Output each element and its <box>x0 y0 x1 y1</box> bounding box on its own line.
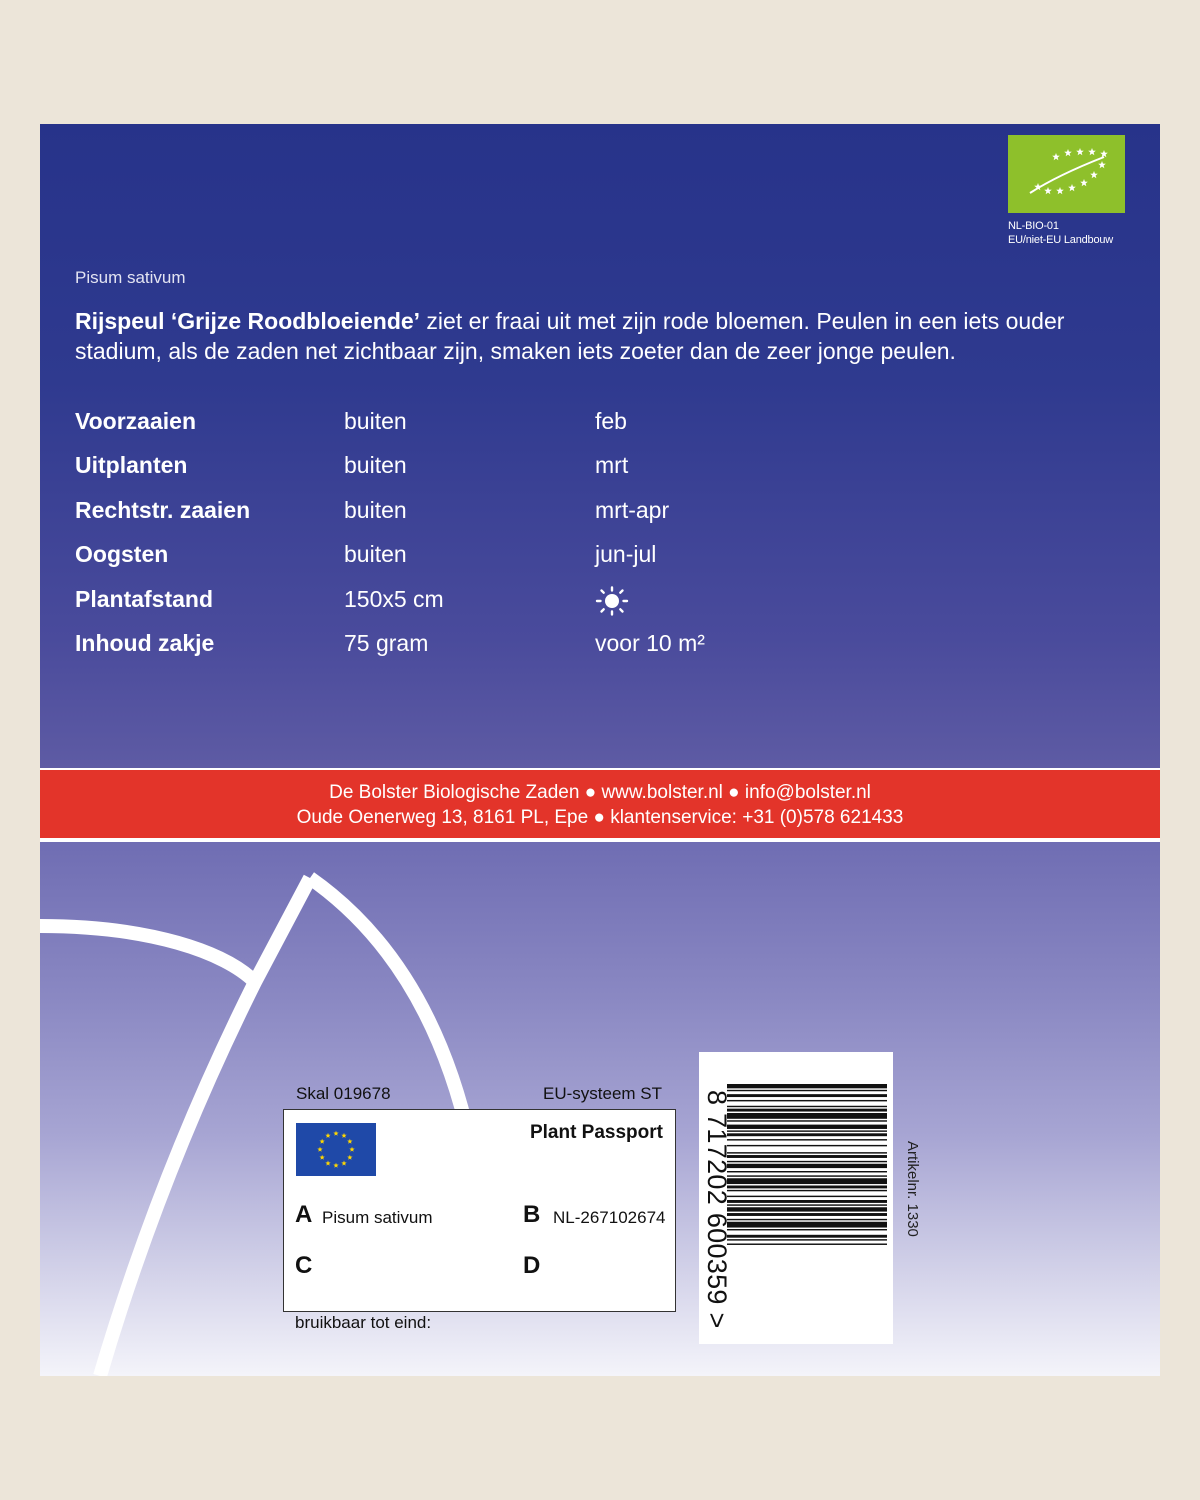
company-address-line: Oude Oenerweg 13, 8161 PL, Epe ● klantenservice: +31 (0)578 621433 <box>296 807 904 828</box>
barcode-bar <box>727 1106 887 1107</box>
leaf-star <box>1068 184 1076 191</box>
seed-packet-back <box>40 124 1160 1376</box>
field-a-value: Pisum sativum <box>322 1208 433 1227</box>
spec-period: mrt <box>595 452 629 479</box>
plant-passport-title: Plant Passport <box>529 1122 663 1143</box>
barcode-bar <box>727 1130 887 1131</box>
spec-label: Rechtstr. zaaien <box>75 496 251 523</box>
barcode-bar <box>727 1244 887 1245</box>
barcode-bar <box>727 1190 887 1191</box>
field-a-label: A <box>295 1201 313 1228</box>
barcode-bar <box>727 1164 887 1168</box>
article-number-text: Artikelnr. 1330 <box>904 1141 921 1237</box>
spec-value: buiten <box>344 408 407 434</box>
barcode-bar <box>727 1186 887 1189</box>
flag-star <box>319 1155 324 1160</box>
leaf-star <box>1044 187 1052 194</box>
leaf-star <box>1098 161 1106 168</box>
barcode-bar <box>727 1094 887 1097</box>
barcode-bar <box>727 1200 887 1203</box>
flag-star <box>333 1163 338 1168</box>
leaf-star <box>1080 179 1088 186</box>
field-b-label: B <box>523 1201 541 1228</box>
eu-organic-leaf-icon <box>1008 135 1125 213</box>
barcode-bar <box>727 1125 887 1129</box>
certification-origin-line: EU/niet-EU Landbouw <box>1008 234 1114 246</box>
spec-label: Uitplanten <box>75 452 188 479</box>
field-b-value: NL-267102674 <box>553 1208 666 1227</box>
field-d-label: D <box>523 1252 541 1279</box>
spec-label: Oogsten <box>75 541 169 568</box>
leaf-star <box>1052 153 1060 160</box>
usable-until-label: bruikbaar tot eind: <box>295 1313 432 1332</box>
barcode-bar <box>727 1120 887 1121</box>
company-band <box>40 770 1160 838</box>
barcode-bar <box>727 1133 887 1136</box>
latin-name: Pisum sativum <box>75 268 186 287</box>
spec-period: mrt-apr <box>595 496 670 523</box>
leaf-star <box>1088 148 1096 155</box>
flag-star <box>333 1131 338 1136</box>
spec-value: buiten <box>344 452 407 479</box>
barcode-bar <box>727 1084 887 1088</box>
flag-star <box>325 1161 330 1166</box>
eu-flag-icon <box>296 1123 376 1176</box>
barcode-bar <box>727 1139 887 1140</box>
leaf-star <box>1090 171 1098 178</box>
product-description <box>75 306 1145 366</box>
barcode-bar <box>727 1145 887 1146</box>
spec-value: buiten <box>344 541 407 568</box>
barcode-bar <box>727 1213 887 1216</box>
barcode-bar <box>727 1171 887 1172</box>
flag-star <box>341 1133 346 1138</box>
leaf-star <box>1076 148 1084 155</box>
barcode-bar <box>727 1222 887 1228</box>
spec-period: jun-jul <box>595 541 657 568</box>
spec-label: Inhoud zakje <box>75 629 215 656</box>
eu-system-label: EU-systeem ST <box>543 1084 663 1103</box>
leaf-star <box>1100 150 1108 157</box>
flag-star <box>325 1133 330 1138</box>
spec-period: feb <box>595 408 627 434</box>
organic-certification-code <box>1008 219 1113 247</box>
spec-value: buiten <box>344 496 407 523</box>
barcode-bar <box>727 1161 887 1162</box>
barcode-bar <box>727 1235 887 1238</box>
barcode-bar <box>727 1152 887 1153</box>
spec-label: Voorzaaien <box>75 408 196 434</box>
field-c-label: C <box>295 1252 313 1279</box>
barcode-bar <box>727 1178 887 1184</box>
flag-star <box>347 1155 352 1160</box>
flag-star <box>319 1139 324 1144</box>
flag-star <box>341 1161 346 1166</box>
skal-number: Skal 019678 <box>296 1084 391 1103</box>
top-panel <box>40 124 1160 768</box>
company-line: De Bolster Biologische Zaden ● www.bolster.nl ● info@bolster.nl <box>329 782 871 803</box>
flag-star <box>347 1139 352 1144</box>
barcode-bar <box>727 1113 887 1119</box>
barcode-bar <box>727 1239 887 1240</box>
description-text: ziet er fraai uit met zijn rode bloemen. Peulen in een iets ouder stadium, als de zaden net zichtbaar zijn, smaken iets zoeter dan de zeer jonge peulen. <box>75 308 1065 364</box>
leaf-star <box>1056 187 1064 194</box>
barcode-bar <box>727 1090 887 1091</box>
spec-label: Plantafstand <box>75 585 214 612</box>
flag-star <box>317 1147 322 1152</box>
barcode-bar <box>727 1100 887 1101</box>
product-name: Rijspeul ‘Grijze Roodbloeiende’ <box>75 308 421 334</box>
barcode-bar <box>727 1219 887 1220</box>
barcode-digits: 8 717202 600359 > <box>702 1090 732 1329</box>
spec-value: 75 gram <box>344 629 429 656</box>
barcode-bar <box>727 1229 887 1230</box>
leaf-star <box>1064 149 1072 156</box>
barcode-bar <box>727 1204 887 1205</box>
sun-icon <box>594 586 630 616</box>
barcode-bar <box>727 1109 887 1112</box>
barcode-bar <box>727 1207 887 1211</box>
certification-code-line: NL-BIO-01 <box>1008 220 1059 232</box>
spec-coverage: voor 10 m² <box>595 629 705 656</box>
barcode-bar <box>727 1175 887 1176</box>
barcode-bar <box>727 1155 887 1158</box>
barcode-bar <box>727 1196 887 1197</box>
flag-star <box>349 1147 354 1152</box>
plant-passport <box>283 1109 676 1312</box>
spec-value: 150x5 cm <box>344 585 444 612</box>
